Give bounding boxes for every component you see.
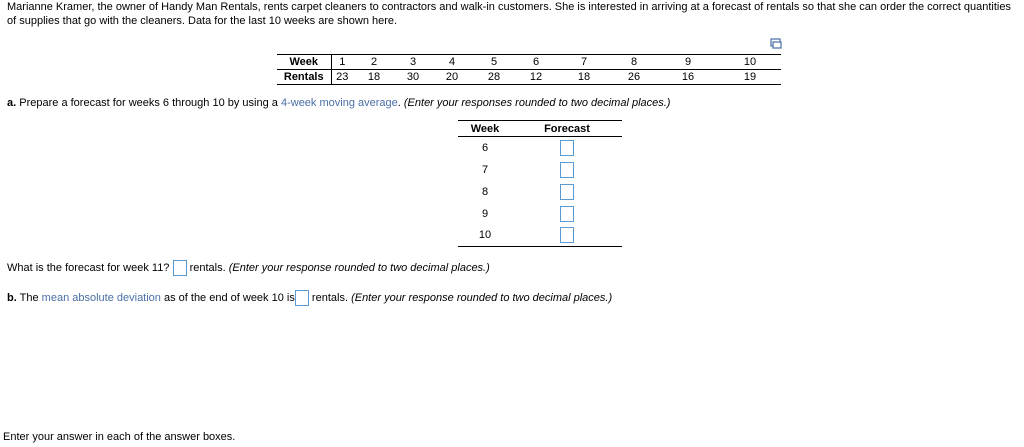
copy-table-icon[interactable] bbox=[770, 38, 782, 49]
rentals-cell: 26 bbox=[611, 70, 657, 85]
problem-intro: Marianne Kramer, the owner of Handy Man Rentals, rents carpet cleaners to contractors and walk-in customers. She is interested in arriving at a forecast of rentals so that she can order the correct quantities of supplies that go with the cleaners. Data for the last 10 weeks are shown here. bbox=[7, 1, 1011, 27]
rentals-cell: 18 bbox=[353, 70, 395, 85]
part-a-label: a. bbox=[7, 97, 17, 109]
rentals-cell: 12 bbox=[515, 70, 557, 85]
week-11-text: What is the forecast for week 11? bbox=[7, 262, 170, 274]
week-cell: 2 bbox=[353, 55, 395, 70]
part-b-mid: as of the end of week 10 is bbox=[163, 292, 295, 304]
week-cell: 5 bbox=[473, 55, 515, 70]
week-cell: 3 bbox=[395, 55, 431, 70]
week-11-question bbox=[7, 259, 490, 277]
forecast-input-week-10[interactable] bbox=[560, 227, 574, 243]
forecast-row bbox=[458, 203, 622, 225]
week-header: Week bbox=[277, 55, 331, 70]
rentals-cell: 20 bbox=[431, 70, 473, 85]
part-b-unit: rentals. bbox=[311, 292, 348, 304]
forecast-row bbox=[458, 137, 622, 159]
forecast-header: Forecast bbox=[512, 121, 622, 137]
forecast-input-week-9[interactable] bbox=[560, 206, 574, 222]
rentals-cell: 16 bbox=[657, 70, 719, 85]
rentals-cell: 18 bbox=[557, 70, 611, 85]
forecast-input-week-6[interactable] bbox=[560, 140, 574, 156]
part-a-question bbox=[7, 97, 670, 109]
footer-instruction: Enter your answer in each of the answer boxes. bbox=[3, 431, 236, 443]
week-cell: 7 bbox=[557, 55, 611, 70]
week-11-instruction: (Enter your response rounded to two decimal places.) bbox=[228, 262, 490, 274]
forecast-week-header: Week bbox=[458, 121, 512, 137]
mad-link[interactable]: mean absolute deviation bbox=[41, 292, 161, 304]
rentals-row bbox=[277, 70, 781, 85]
week-cell: 6 bbox=[515, 55, 557, 70]
forecast-table bbox=[458, 120, 622, 247]
forecast-week: 7 bbox=[481, 163, 489, 176]
forecast-row bbox=[458, 159, 622, 181]
week-cell: 9 bbox=[657, 55, 719, 70]
part-a-instruction: (Enter your responses rounded to two decimal places.) bbox=[403, 97, 671, 109]
forecast-row bbox=[458, 225, 622, 247]
forecast-week: 10 bbox=[458, 225, 512, 247]
week-cell: 10 bbox=[719, 55, 781, 70]
rentals-cell: 19 bbox=[719, 70, 781, 85]
week-row bbox=[277, 55, 781, 70]
part-a-period: . bbox=[397, 97, 401, 109]
week-cell: 8 bbox=[611, 55, 657, 70]
week-11-unit: rentals. bbox=[189, 262, 226, 274]
mad-input[interactable] bbox=[295, 290, 309, 306]
forecast-week: 8 bbox=[481, 185, 489, 198]
part-b-pre: The bbox=[19, 292, 39, 304]
week-11-input[interactable] bbox=[173, 260, 187, 276]
part-b-instruction: (Enter your response rounded to two decimal places.) bbox=[351, 292, 613, 304]
part-b-question bbox=[7, 289, 612, 307]
week-cell: 4 bbox=[431, 55, 473, 70]
forecast-week: 6 bbox=[481, 141, 489, 154]
part-a-text: Prepare a forecast for weeks 6 through 10 by using a bbox=[19, 97, 278, 109]
rentals-cell: 30 bbox=[395, 70, 431, 85]
rentals-cell: 28 bbox=[473, 70, 515, 85]
rentals-data-table bbox=[277, 54, 781, 85]
forecast-input-week-7[interactable] bbox=[560, 162, 574, 178]
moving-average-link[interactable]: 4-week moving average bbox=[280, 97, 398, 109]
week-cell: 1 bbox=[331, 55, 353, 70]
part-b-label: b. bbox=[7, 292, 17, 304]
rentals-header: Rentals bbox=[277, 70, 331, 85]
forecast-row bbox=[458, 181, 622, 203]
forecast-week: 9 bbox=[481, 207, 489, 220]
forecast-input-week-8[interactable] bbox=[560, 184, 574, 200]
rentals-cell: 23 bbox=[331, 70, 353, 85]
